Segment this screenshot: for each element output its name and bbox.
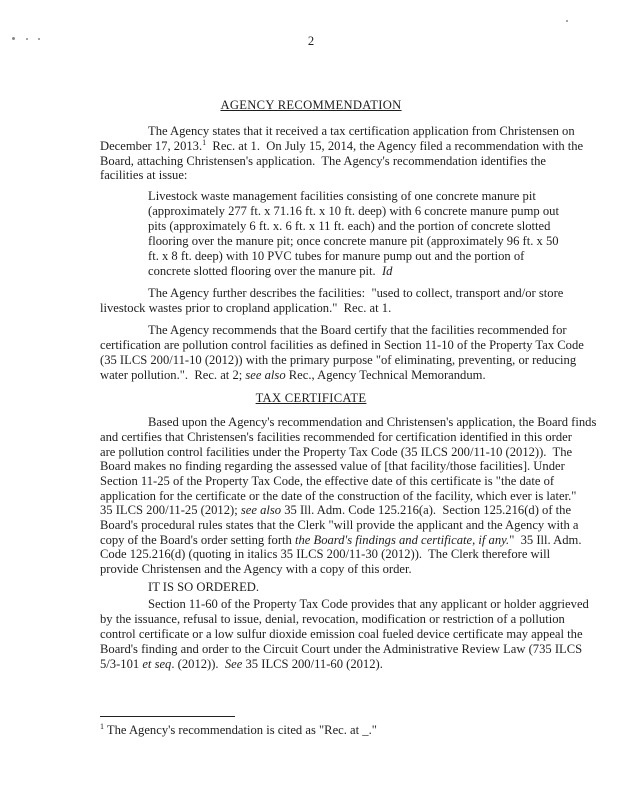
para4-line	[100, 518, 579, 532]
text-segment: by the issuance, refusal to issue, denial, revocation, modification or restriction of a pollution	[100, 612, 565, 626]
heading-agency-recommendation: AGENCY RECOMMENDATION	[220, 98, 402, 112]
para3-line	[148, 323, 567, 337]
text-segment: Board makes no finding regarding the assessed value of [that facility/those facilities]. Under	[100, 459, 565, 473]
para3-line	[100, 368, 486, 382]
text-segment: The Agency recommends that the Board certify that the facilities recommended for	[148, 323, 567, 337]
para4-line	[100, 547, 550, 561]
text-segment: 5/3-101	[100, 657, 143, 671]
text-segment: flooring over the manure pit; once concrete manure pit (approximately 96 ft. x 50	[148, 234, 559, 248]
para4-line	[100, 445, 572, 459]
para4-line	[100, 489, 576, 503]
text-segment: copy of the Board's order setting forth	[100, 533, 295, 547]
text-segment: concrete slotted flooring over the manure pit.	[148, 264, 382, 278]
footnote-marker: 1	[100, 721, 104, 731]
para4-line	[100, 430, 572, 444]
footnote-divider	[100, 716, 235, 717]
text-segment: The Agency's recommendation is cited as "Rec. at _."	[104, 723, 377, 737]
text-segment: Rec., Agency Technical Memorandum.	[285, 368, 486, 382]
para2-line	[100, 301, 391, 315]
italic-text: the Board's findings and certificate, if any.	[294, 533, 510, 547]
para3-line	[100, 353, 576, 367]
para5-line	[100, 657, 383, 671]
text-segment: Section 11-60 of the Property Tax Code provides that any applicant or holder aggrieved	[148, 597, 589, 611]
para1-line	[100, 154, 546, 168]
text-segment: 35 ILCS 200/11-25 (2012);	[100, 503, 241, 517]
blockquote-line	[148, 189, 536, 203]
para3-line	[100, 338, 584, 352]
para4-line	[148, 415, 596, 429]
text-segment: Based upon the Agency's recommendation and Christensen's application, the Board finds	[148, 415, 597, 429]
ordered-line	[148, 580, 259, 594]
text-segment: livestock wastes prior to cropland application." Rec. at 1.	[100, 301, 392, 315]
footnote-line	[100, 723, 377, 737]
text-segment: are pollution control facilities under the Property Tax Code (35 ILCS 200/11-10 (2012)). The	[100, 445, 573, 459]
text-segment: water pollution.". Rec. at 2;	[100, 368, 246, 382]
italic-text: see also	[245, 368, 286, 382]
blockquote-line	[148, 204, 559, 218]
para4-line	[100, 474, 554, 488]
para4-line	[100, 459, 565, 473]
page-number: 2	[307, 34, 315, 48]
text-segment: (35 ILCS 200/11-10 (2012)) with the primary purpose "of eliminating, preventing, or reducing	[100, 353, 577, 367]
text-segment: Code 125.216(d) (quoting in italics 35 ILCS 200/11-30 (2012)). The Clerk therefore will	[100, 547, 551, 561]
para1-line	[100, 168, 187, 182]
italic-text: see also	[240, 503, 282, 517]
text-segment: Section 11-25 of the Property Tax Code, the effective date of this certificate is "the date of	[100, 474, 555, 488]
para4-line	[100, 562, 412, 576]
scan-speck	[566, 20, 568, 22]
text-segment: Board's finding and order to the Circuit Court under the Administrative Review Law (735 ILCS	[100, 642, 583, 656]
text-segment: Livestock waste management facilities consisting of one concrete manure pit	[148, 189, 536, 203]
para1-line	[100, 139, 583, 153]
text-segment: The Agency states that it received a tax certification application from Christensen on	[148, 124, 575, 138]
italic-text: Id	[381, 264, 393, 278]
para5-line	[148, 597, 589, 611]
text-segment: 35 Ill. Adm. Code 125.216(a). Section 125.216(d) of the	[281, 503, 572, 517]
text-segment: provide Christensen and the Agency with a copy of this order.	[100, 562, 412, 576]
text-segment: application for the certificate or the date of the construction of the facility, which ever is later."	[100, 489, 577, 503]
text-segment: The Agency further describes the facilities: "used to collect, transport and/or store	[148, 286, 564, 300]
text-segment: IT IS SO ORDERED.	[148, 580, 260, 594]
para4-line	[100, 503, 571, 517]
italic-text: et seq	[142, 657, 172, 671]
para2-line	[148, 286, 563, 300]
heading-tax-certificate: TAX CERTIFICATE	[255, 391, 367, 405]
para5-line	[100, 642, 582, 656]
text-segment: and certifies that Christensen's facilities recommended for certification identified in this order	[100, 430, 572, 444]
text-segment: (approximately 277 ft. x 71.16 ft. x 10 ft. deep) with 6 concrete manure pump out	[148, 204, 559, 218]
italic-text: See	[224, 657, 243, 671]
text-segment: Board, attaching Christensen's application. The Agency's recommendation identifies the	[100, 154, 547, 168]
blockquote-line	[148, 219, 550, 233]
text-segment: ft. x 8 ft. deep) with 10 PVC tubes for manure pump out and the portion of	[148, 249, 525, 263]
para4-line	[100, 533, 582, 547]
footnote-marker: 1	[202, 137, 207, 147]
text-segment: " 35 Ill. Adm.	[509, 533, 582, 547]
text-segment: Board's procedural rules states that the Clerk "will provide the applicant and the Agency with a	[100, 518, 579, 532]
text-segment: certification are pollution control facilities as defined in Section 11-10 of the Property Tax Code	[100, 338, 584, 352]
para5-line	[100, 627, 583, 641]
text-segment: . (2012)).	[171, 657, 225, 671]
text-segment: Rec. at 1. On July 15, 2014, the Agency filed a recommendation with the	[206, 139, 584, 153]
text-segment: control certificate or a low sulfur dioxide emission coal fueled device certificate may appeal the	[100, 627, 583, 641]
text-segment: 35 ILCS 200/11-60 (2012).	[242, 657, 383, 671]
text-segment: pits (approximately 6 ft. x. 6 ft. x 11 ft. each) and the portion of concrete slotted	[148, 219, 551, 233]
blockquote-line	[148, 249, 524, 263]
text-segment: facilities at issue:	[100, 168, 188, 182]
text-segment: December 17, 2013.	[100, 139, 203, 153]
blockquote-line	[148, 264, 392, 278]
blockquote-line	[148, 234, 559, 248]
para1-line	[148, 124, 575, 138]
para5-line	[100, 612, 565, 626]
